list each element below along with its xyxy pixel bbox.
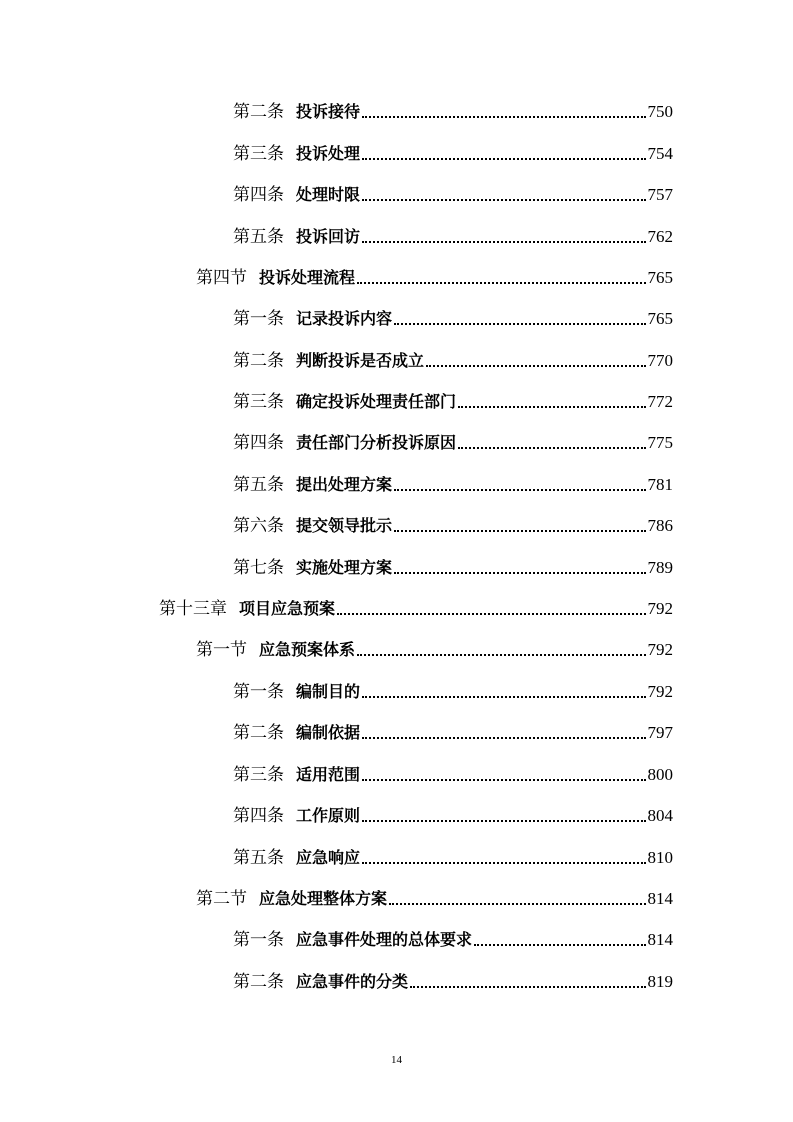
dot-leader bbox=[410, 986, 645, 988]
toc-entry-page: 762 bbox=[647, 227, 673, 246]
toc-entry[interactable] bbox=[233, 344, 673, 372]
toc-entry[interactable] bbox=[233, 841, 673, 869]
toc-entry-page: 792 bbox=[647, 682, 673, 701]
toc-entry-title: 工作原则 bbox=[296, 806, 361, 825]
toc-entry-title: 编制目的 bbox=[296, 682, 361, 701]
toc-entry-number: 第一条 bbox=[233, 682, 284, 702]
toc-entry-title: 编制依据 bbox=[296, 723, 361, 742]
toc-entry-page: 819 bbox=[647, 972, 673, 991]
toc-entry[interactable] bbox=[233, 758, 673, 786]
toc-entry-number: 第二条 bbox=[233, 723, 284, 743]
toc-entry-number: 第四节 bbox=[196, 268, 247, 288]
toc-entry-title: 投诉回访 bbox=[296, 227, 361, 246]
dot-leader bbox=[337, 613, 645, 615]
toc-entry-number: 第六条 bbox=[233, 516, 284, 536]
toc-entry-page: 792 bbox=[647, 599, 673, 618]
dot-leader bbox=[389, 903, 645, 905]
toc-entry-page: 765 bbox=[647, 309, 673, 328]
dot-leader bbox=[394, 572, 645, 574]
toc-entry-title: 确定投诉处理责任部门 bbox=[296, 392, 457, 411]
toc-entry-page: 750 bbox=[647, 102, 673, 121]
toc-entry-title: 实施处理方案 bbox=[296, 558, 393, 577]
toc-entry[interactable] bbox=[196, 882, 673, 910]
dot-leader bbox=[362, 820, 645, 822]
dot-leader bbox=[458, 406, 645, 408]
dot-leader bbox=[362, 862, 645, 864]
toc-entry-number: 第二条 bbox=[233, 102, 284, 122]
toc-entry[interactable] bbox=[233, 95, 673, 123]
dot-leader bbox=[362, 158, 645, 160]
dot-leader bbox=[394, 323, 645, 325]
toc-entry-page: 810 bbox=[647, 848, 673, 867]
toc-entry-page: 765 bbox=[647, 268, 673, 287]
toc-entry-page: 797 bbox=[647, 723, 673, 742]
toc-entry-number: 第四条 bbox=[233, 185, 284, 205]
toc-entry-number: 第三条 bbox=[233, 392, 284, 412]
dot-leader bbox=[362, 199, 645, 201]
toc-entry-page: 757 bbox=[647, 185, 673, 204]
toc-entry-title: 判断投诉是否成立 bbox=[296, 351, 425, 370]
toc-entry[interactable] bbox=[196, 261, 673, 289]
toc-entry-title: 应急预案体系 bbox=[259, 640, 356, 659]
toc-entry-page: 754 bbox=[647, 144, 673, 163]
toc-entry[interactable] bbox=[233, 923, 673, 951]
toc-entry[interactable] bbox=[233, 509, 673, 537]
toc-entry-title: 处理时限 bbox=[296, 185, 361, 204]
toc-entry[interactable] bbox=[233, 468, 673, 496]
toc-entry-number: 第十三章 bbox=[159, 599, 227, 619]
dot-leader bbox=[362, 737, 645, 739]
toc-entry-number: 第二节 bbox=[196, 889, 247, 909]
toc-entry-title: 投诉接待 bbox=[296, 102, 361, 121]
toc-entry[interactable] bbox=[233, 716, 673, 744]
dot-leader bbox=[474, 944, 645, 946]
toc-entry-title: 投诉处理流程 bbox=[259, 268, 356, 287]
toc-entry[interactable] bbox=[233, 137, 673, 165]
toc-entry-number: 第四条 bbox=[233, 806, 284, 826]
toc-entry[interactable] bbox=[233, 551, 673, 579]
dot-leader bbox=[362, 116, 645, 118]
toc-entry-title: 应急事件处理的总体要求 bbox=[296, 930, 473, 949]
toc-entry-page: 786 bbox=[647, 516, 673, 535]
toc-entry-page: 775 bbox=[647, 433, 673, 452]
toc-entry-title: 提出处理方案 bbox=[296, 475, 393, 494]
toc-entry[interactable] bbox=[196, 633, 673, 661]
dot-leader bbox=[458, 447, 645, 449]
toc-entry-number: 第五条 bbox=[233, 227, 284, 247]
toc-entry-page: 792 bbox=[647, 640, 673, 659]
dot-leader bbox=[426, 365, 645, 367]
toc-entry[interactable] bbox=[159, 592, 673, 620]
toc-entry-number: 第一条 bbox=[233, 930, 284, 950]
dot-leader bbox=[362, 241, 645, 243]
toc-entry-number: 第一节 bbox=[196, 640, 247, 660]
toc-entry[interactable] bbox=[233, 302, 673, 330]
toc-entry-title: 应急事件的分类 bbox=[296, 972, 409, 991]
toc-entry-page: 772 bbox=[647, 392, 673, 411]
toc-entry[interactable] bbox=[233, 385, 673, 413]
toc-entry-number: 第三条 bbox=[233, 765, 284, 785]
page-number: 14 bbox=[391, 1054, 402, 1066]
toc-entry-title: 投诉处理 bbox=[296, 144, 361, 163]
toc-entry-page: 804 bbox=[647, 806, 673, 825]
toc-entry-number: 第一条 bbox=[233, 309, 284, 329]
toc-entry-page: 781 bbox=[647, 475, 673, 494]
toc-entry-page: 814 bbox=[647, 930, 673, 949]
toc-entry[interactable] bbox=[233, 799, 673, 827]
toc-entry-number: 第二条 bbox=[233, 972, 284, 992]
toc-entry-title: 项目应急预案 bbox=[239, 599, 336, 618]
toc-entry[interactable] bbox=[233, 965, 673, 993]
toc-entry[interactable] bbox=[233, 178, 673, 206]
dot-leader bbox=[357, 282, 645, 284]
toc-entry-number: 第五条 bbox=[233, 848, 284, 868]
dot-leader bbox=[394, 530, 645, 532]
toc-entry[interactable] bbox=[233, 675, 673, 703]
toc-entry[interactable] bbox=[233, 426, 673, 454]
toc-entry-title: 应急响应 bbox=[296, 848, 361, 867]
toc-entry-number: 第七条 bbox=[233, 558, 284, 578]
dot-leader bbox=[362, 696, 645, 698]
toc-entry-page: 814 bbox=[647, 889, 673, 908]
toc-entry-title: 记录投诉内容 bbox=[296, 309, 393, 328]
toc-entry-title: 提交领导批示 bbox=[296, 516, 393, 535]
toc-entry-number: 第三条 bbox=[233, 144, 284, 164]
dot-leader bbox=[357, 654, 645, 656]
toc-entry-title: 适用范围 bbox=[296, 765, 361, 784]
toc-entry-number: 第五条 bbox=[233, 475, 284, 495]
toc-entry-title: 责任部门分析投诉原因 bbox=[296, 433, 457, 452]
dot-leader bbox=[394, 489, 645, 491]
toc-entry[interactable] bbox=[233, 220, 673, 248]
toc-entry-number: 第二条 bbox=[233, 351, 284, 371]
toc-entry-page: 800 bbox=[647, 765, 673, 784]
toc-entry-page: 789 bbox=[647, 558, 673, 577]
toc-entry-title: 应急处理整体方案 bbox=[259, 889, 388, 908]
toc-entry-number: 第四条 bbox=[233, 433, 284, 453]
toc-entry-page: 770 bbox=[647, 351, 673, 370]
dot-leader bbox=[362, 779, 645, 781]
